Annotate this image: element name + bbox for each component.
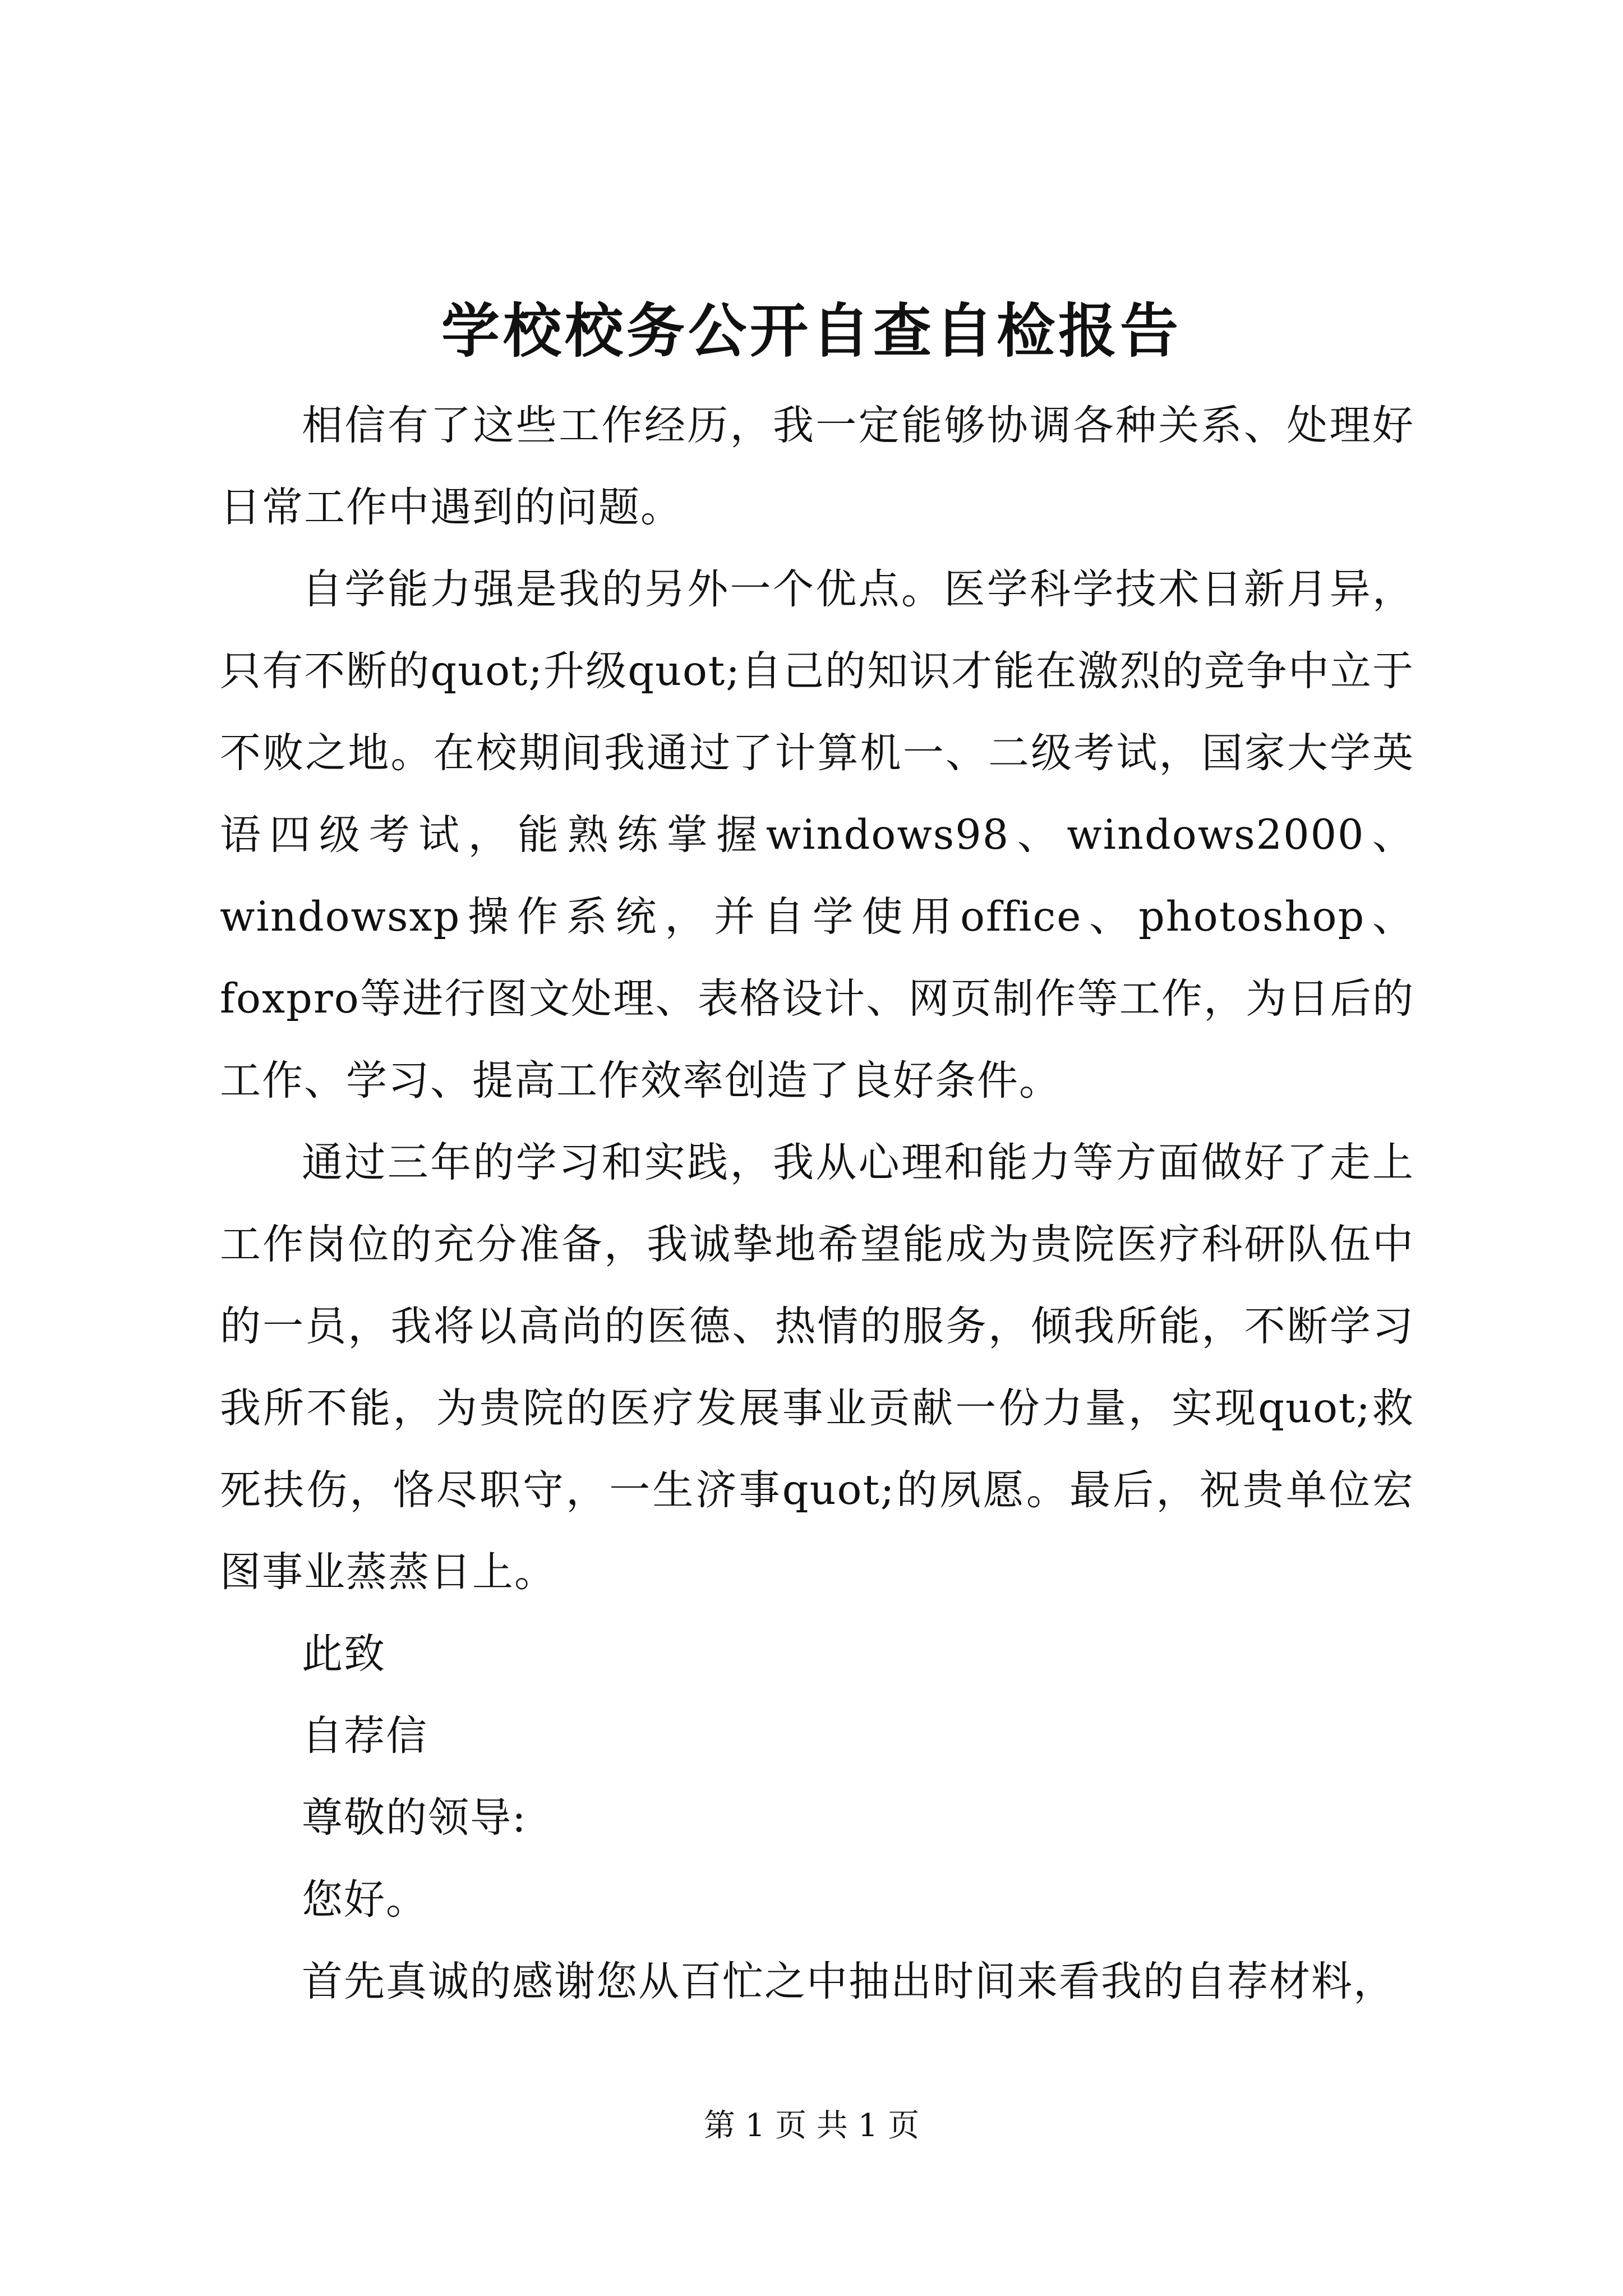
paragraph: 首先真诚的感谢您从百忙之中抽出时间来看我的自荐材料， (302, 1958, 1395, 2005)
paragraph: 通过三年的学习和实践，我从心理和能力等方面做好了走上工作岗位的充分准备，我诚挚地希望能成为贵院医疗科研队伍中的一员，我将以高尚的医德、热情的服务，倾我所能，不断学习我所不能，为贵院的医疗发展事业贡献一份力量，实现quot;救死扶伤，恪尽职守，一生济事quot;的夙愿。最后，祝贵单位宏图事业蒸蒸日上。 (220, 1139, 1414, 1596)
paragraph: 自学能力强是我的另外一个优点。医学科学技术日新月异，只有不断的quot;升级quot;自己的知识才能在激烈的竞争中立于不败之地。在校期间我通过了计算机一、二级考试，国家大学英语四级考试，能熟练掌握windows98、windows2000、windowsxp操作系统，并自学使用office、photoshop、foxpro等进行图文处理、表格设计、网页制作等工作，为日后的工作、学习、提高工作效率创造了良好条件。 (220, 565, 1414, 1105)
closing-line: 此致 (302, 1630, 386, 1678)
paragraph: 相信有了这些工作经历，我一定能够协调各种关系、处理好日常工作中遇到的问题。 (220, 402, 1414, 531)
page-footer: 第 1 页 共 1 页 (703, 2108, 920, 2144)
letter-heading: 自荐信 (302, 1712, 428, 1760)
salutation: 尊敬的领导: (302, 1794, 527, 1842)
document-title: 学校校务公开自查自检报告 (441, 296, 1182, 365)
greeting: 您好。 (302, 1876, 428, 1924)
document-body (220, 385, 1414, 2023)
